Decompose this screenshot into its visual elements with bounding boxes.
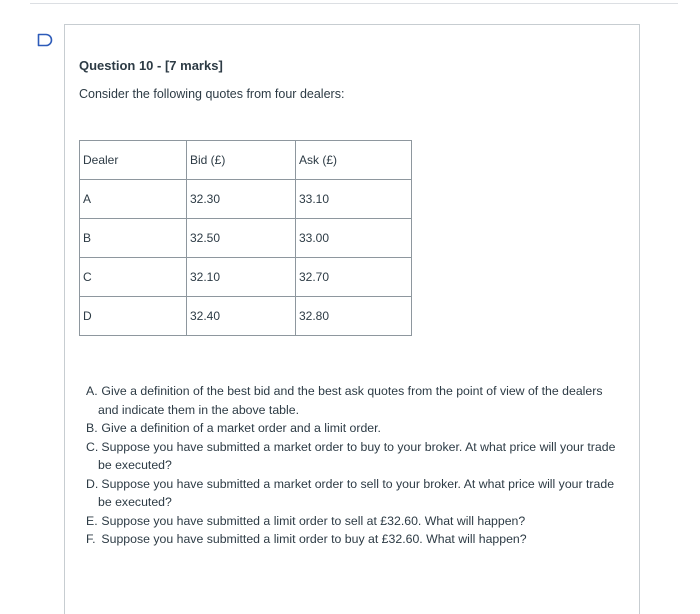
table-row [80,180,412,219]
task-list [86,382,626,549]
task-item-c [86,438,626,475]
task-item-a [86,382,626,419]
dealer-cell: C [80,258,187,297]
task-marker: D. [86,476,99,491]
ask-cell: 33.00 [296,219,412,258]
ask-cell: 33.10 [296,180,412,219]
bid-cell: 32.10 [187,258,296,297]
task-item-f [86,530,626,549]
header-bid: Bid (£) [187,141,296,180]
task-text: Suppose you have submitted a limit order to buy at £32.60. What will happen? [101,532,527,546]
task-marker: A. [86,384,98,398]
table-row [80,297,412,336]
task-marker: F. [86,532,96,546]
task-text: Suppose you have submitted a market order to sell to your broker. At what price will your trade be executed? [98,476,615,509]
task-item-e [86,512,626,531]
task-text: Give a definition of the best bid and the best ask quotes from the point of view of the dealers and indicate them in the above table. [98,384,603,417]
question-intro: Consider the following quotes from four dealers: [79,87,345,101]
task-marker: B. [86,421,98,435]
bid-cell: 32.30 [187,180,296,219]
dealer-quotes-table [79,140,412,336]
top-divider [30,3,678,4]
task-item-b [86,419,626,438]
ask-cell: 32.70 [296,258,412,297]
task-text: Suppose you have submitted a limit order to sell at £32.60. What will happen? [101,513,526,528]
ask-cell: 32.80 [296,297,412,336]
dealer-cell: D [80,297,187,336]
dealer-cell: A [80,180,187,219]
task-item-d [86,475,626,512]
header-dealer: Dealer [80,141,187,180]
bid-cell: 32.40 [187,297,296,336]
question-title: Question 10 - [7 marks] [79,58,223,73]
table-row [80,219,412,258]
dealer-cell: B [80,219,187,258]
table-row [80,258,412,297]
table-header-row [80,141,412,180]
task-marker: C. [86,439,99,454]
bid-cell: 32.50 [187,219,296,258]
task-marker: E. [86,513,98,528]
flag-question-icon[interactable] [37,33,53,47]
header-ask: Ask (£) [296,141,412,180]
task-text: Give a definition of a market order and a limit order. [101,421,381,435]
task-text: Suppose you have submitted a market order to buy to your broker. At what price will your trade be executed? [98,439,616,472]
